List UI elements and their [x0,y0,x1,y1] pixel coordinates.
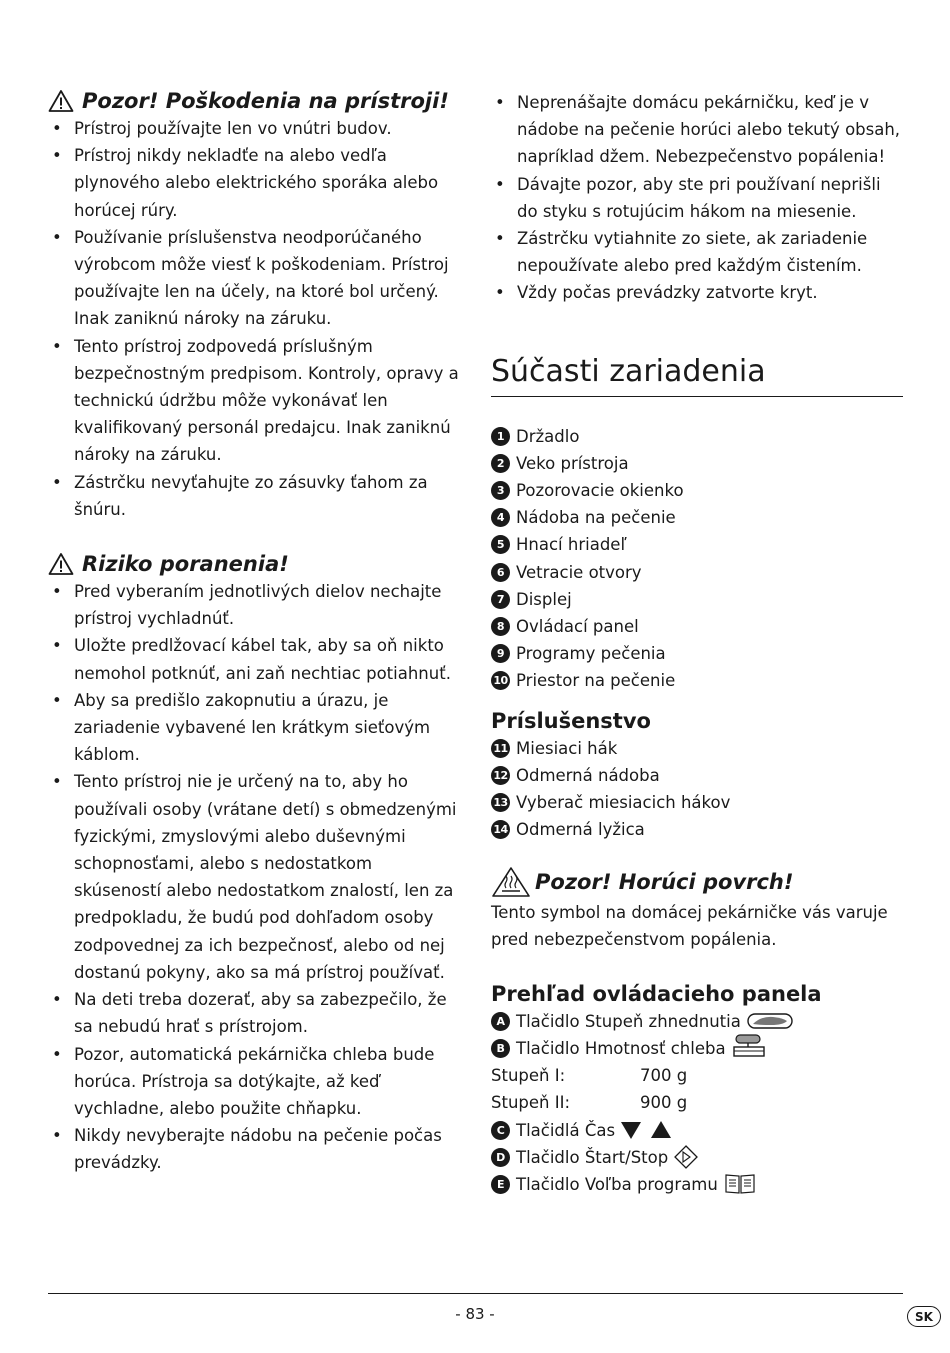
part-label: Priestor na pečenie [516,671,676,691]
list-item: • Používanie príslušenstva neodporúčaného výrobcom môže viesť k poškodeniam. Prístroj používajte len na účely, na ktoré bol určený. Inak zaniknú nároky na záruku. [48,224,460,333]
number-badge: 1 [491,427,510,446]
list-item [491,586,903,613]
page-number: - 83 - [455,1305,495,1323]
left-column [48,86,460,1177]
number-badge: 14 [491,820,510,839]
panel-label: Tlačidlo Hmotnosť chleba [516,1038,726,1058]
list-item [491,1035,903,1062]
list-item [491,504,903,531]
hot-surface-heading [491,865,903,899]
list-item: • Uložte predlžovací kábel tak, aby sa oň nikto nemohol potknúť, ani zaň nechtiac potiahnuť. [48,632,460,686]
letter-badge: A [491,1012,510,1031]
list-item: • Neprenášajte domácu pekárničku, keď je v nádobe na pečenie horúci alebo tekutý obsah, napríklad džem. Nebezpečenstvo popálenia! [491,89,903,171]
list-item [491,450,903,477]
list-item [491,1116,903,1143]
number-badge: 4 [491,508,510,527]
list-item: • Nikdy nevyberajte nádobu na pečenie počas prevádzky. [48,1122,460,1176]
list-item [491,1171,903,1198]
list-item [491,735,903,762]
number-badge: 6 [491,563,510,582]
letter-badge: B [491,1039,510,1058]
control-panel-list [491,1008,903,1198]
list-item [491,762,903,789]
number-badge: 7 [491,590,510,609]
time-up-icon [650,1120,672,1140]
accessories-heading: Príslušenstvo [491,708,651,733]
weight-level-value: 700 g [640,1066,688,1086]
part-label: Držadlo [516,426,580,446]
part-label: Ovládací panel [516,617,639,637]
list-item: • Pred vyberaním jednotlivých dielov nechajte prístroj vychladnúť. [48,578,460,632]
part-label: Nádoba na pečenie [516,508,676,528]
accessory-label: Odmerná lyžica [516,820,645,840]
damage-warning-title: Pozor! Poškodenia na prístroji! [82,89,449,113]
damage-warning-list [48,115,460,523]
list-item: • Dávajte pozor, aby ste pri používaní neprišli do styku s rotujúcim hákom na miesenie. [491,171,903,225]
time-down-icon [620,1120,642,1140]
panel-label: Tlačidlá Čas [516,1120,616,1140]
list-item [491,640,903,667]
number-badge: 8 [491,617,510,636]
letter-badge: E [491,1175,510,1194]
panel-label: Tlačidlo Stupeň zhnednutia [516,1011,741,1031]
hot-surface-icon [491,866,531,898]
injury-warning-list [48,578,460,1176]
scale-icon [732,1032,766,1058]
number-badge: 13 [491,793,510,812]
list-item [491,559,903,586]
letter-badge: C [491,1121,510,1140]
list-item [491,789,903,816]
list-item: • Tento prístroj nie je určený na to, aby ho používali osoby (vrátane detí) s obmedzenými fyzickými, zmyslovými alebo duševnými schopnosťami, alebo s nedostatkom skúseností alebo nedostatkom znalostí, len za predpokladu, že budú pod dohľadom osoby zodpovednej za ich bezpečnosť, alebo od nej dostanú pokyny, ako sa má prístroj používať. [48,768,460,986]
letter-badge: D [491,1148,510,1167]
part-label: Vetracie otvory [516,562,642,582]
damage-warning-heading [48,86,460,116]
list-item: • Zástrčku vytiahnite zo siete, ak zariadenie nepoužívate alebo pred každým čistením. [491,225,903,279]
list-item: • Prístroj nikdy nekladťe na alebo vedľa plynového alebo elektrického sporáka alebo horúcej rúry. [48,142,460,224]
parts-list [491,423,903,695]
weight-level-row [491,1089,903,1116]
panel-label: Tlačidlo Štart/Stop [516,1147,669,1167]
part-label: Hnací hriadeľ [516,535,627,555]
accessory-label: Miesiaci hák [516,738,618,758]
warning-icon [48,89,74,113]
list-item: • Pozor, automatická pekárnička chleba bude horúca. Prístroja sa dotýkajte, až keď vychladne, alebo použite chňapku. [48,1041,460,1123]
number-badge: 9 [491,644,510,663]
list-item: • Prístroj používajte len vo vnútri budov. [48,115,460,142]
footer-divider [48,1293,903,1294]
list-item: • Vždy počas prevádzky zatvorte kryt. [491,279,903,306]
parts-heading: Súčasti zariadenia [491,352,903,397]
list-item [491,613,903,640]
number-badge: 2 [491,454,510,473]
list-item: • Aby sa predišlo zakopnutiu a úrazu, je zariadenie vybavené len krátkym sieťovým káblom. [48,687,460,769]
right-column [491,89,903,1198]
weight-level-label: Stupeň II: [491,1093,571,1113]
program-menu-icon [724,1173,756,1195]
accessories-list [491,735,903,844]
weight-level-label: Stupeň I: [491,1066,566,1086]
number-badge: 12 [491,766,510,785]
injury-warning-title: Riziko poranenia! [82,552,289,577]
weight-level-row [491,1062,903,1089]
number-badge: 3 [491,481,510,500]
list-item [491,1008,903,1035]
list-item [491,423,903,450]
list-item [491,1144,903,1171]
injury-warning-heading [48,549,460,579]
list-item [491,816,903,843]
list-item: • Tento prístroj zodpovedá príslušným bezpečnostným predpisom. Kontroly, opravy a technickú údržbu môže vykonávať len kvalifikovaný personál predajcu. Inak zaniknú nároky na záruku. [48,333,460,469]
accessory-label: Odmerná nádoba [516,765,660,785]
part-label: Veko prístroja [516,453,629,473]
panel-label: Tlačidlo Voľba programu [516,1174,718,1194]
list-item [491,477,903,504]
hot-surface-title: Pozor! Horúci povrch! [535,870,794,895]
list-item: • Zástrčku nevyťahujte zo zásuvky ťahom za šnúru. [48,469,460,523]
part-label: Programy pečenia [516,644,666,664]
weight-level-value: 900 g [640,1093,688,1113]
part-label: Displej [516,589,572,609]
list-item [491,531,903,558]
list-item [491,667,903,694]
part-label: Pozorovacie okienko [516,481,684,501]
list-item: • Na deti treba dozerať, aby sa zabezpečilo, že sa nebudú hrať s prístrojom. [48,986,460,1040]
control-panel-heading: Prehľad ovládacieho panela [491,981,822,1006]
start-stop-icon [674,1145,698,1169]
warning-icon [48,552,74,576]
number-badge: 10 [491,671,510,690]
number-badge: 5 [491,535,510,554]
browning-level-icon [747,1012,793,1030]
hot-surface-text: Tento symbol na domácej pekárničke vás varuje pred nebezpečenstvom popálenia. [491,903,888,950]
continued-warning-list [491,89,903,307]
accessory-label: Vyberač miesiacich hákov [516,792,731,812]
language-badge: SK [907,1306,941,1327]
number-badge: 11 [491,739,510,758]
